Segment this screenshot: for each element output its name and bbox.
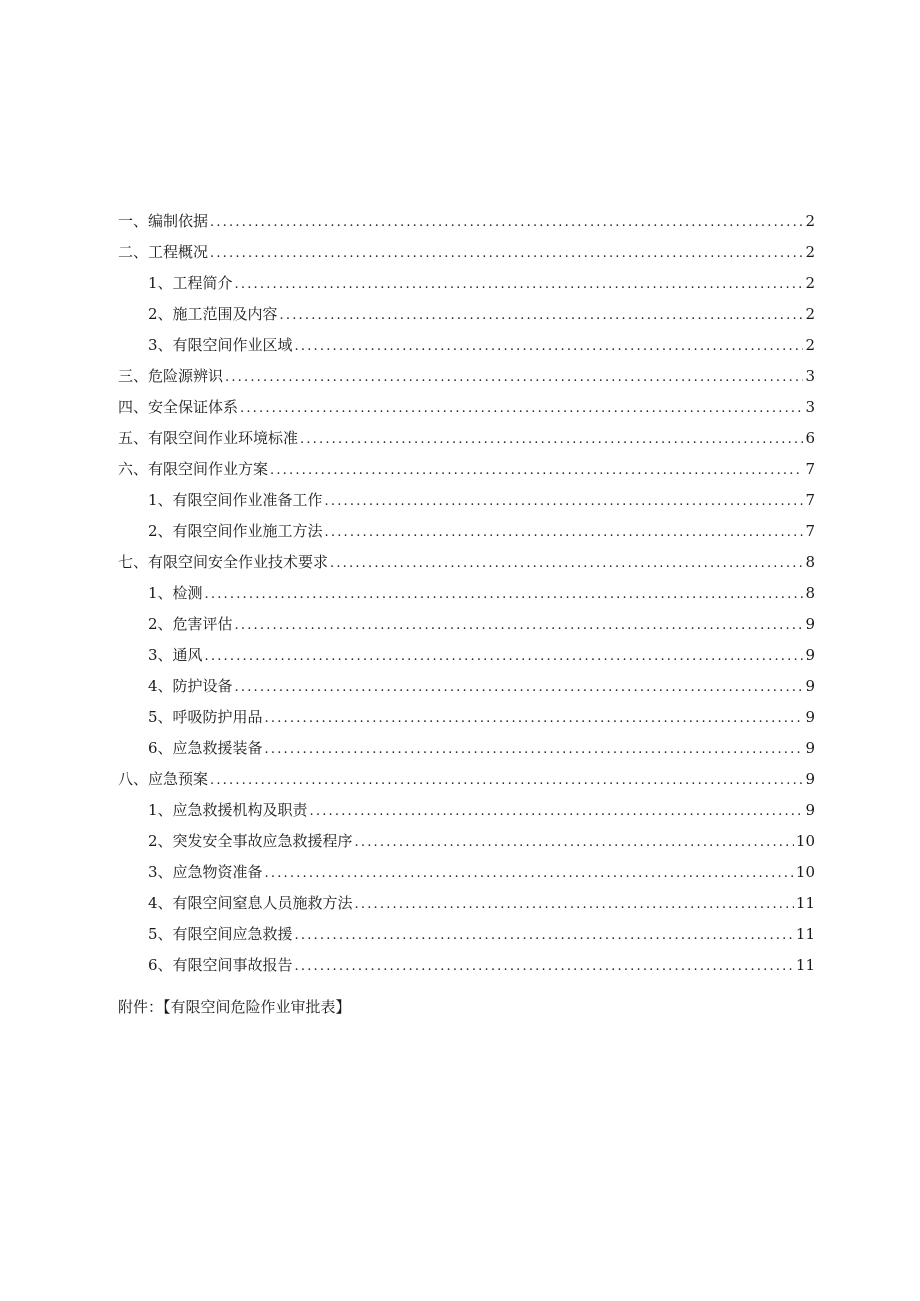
- toc-entry[interactable]: [118, 857, 815, 888]
- toc-entry-title: 3、有限空间作业区域: [148, 336, 293, 354]
- toc-entry-page-number: 9: [805, 646, 815, 664]
- toc-entry-title: 5、呼吸防护用品: [148, 708, 263, 726]
- toc-leader-dots: [280, 300, 803, 331]
- toc-entry-page-number: 2: [805, 243, 815, 261]
- toc-entry-title: 4、防护设备: [148, 677, 233, 695]
- toc-leader-dots: [235, 269, 803, 300]
- appendix-line: 附件：【有限空间危险作业审批表】: [118, 998, 351, 1016]
- toc-leader-dots: [325, 517, 803, 548]
- toc-entry-title: 二、工程概况: [118, 243, 209, 261]
- toc-leader-dots: [225, 362, 803, 393]
- toc-entry-title: 4、有限空间窒息人员施救方法: [148, 894, 353, 912]
- toc-entry[interactable]: [118, 268, 815, 299]
- toc-entry[interactable]: [118, 237, 815, 268]
- toc-entry-page-number: 9: [805, 677, 815, 695]
- toc-entry[interactable]: [118, 485, 815, 516]
- toc-leader-dots: [205, 579, 803, 610]
- toc-entry[interactable]: [118, 423, 815, 454]
- toc-entry[interactable]: [118, 609, 815, 640]
- toc-entry-page-number: 6: [805, 429, 815, 447]
- toc-entry[interactable]: [118, 702, 815, 733]
- toc-entry-page-number: 10: [795, 832, 815, 850]
- toc-leader-dots: [355, 889, 794, 920]
- toc-entry[interactable]: [118, 733, 815, 764]
- toc-leader-dots: [295, 331, 803, 362]
- toc-entry-title: 3、应急物资准备: [148, 863, 263, 881]
- toc-entry-title: 八、应急预案: [118, 770, 209, 788]
- toc-entry-page-number: 2: [805, 274, 815, 292]
- toc-entry[interactable]: [118, 578, 815, 609]
- toc-entry-page-number: 11: [795, 894, 815, 912]
- toc-entry-title: 1、工程简介: [148, 274, 233, 292]
- toc-leader-dots: [240, 393, 803, 424]
- toc-leader-dots: [210, 765, 803, 796]
- toc-entry[interactable]: [118, 919, 815, 950]
- toc-entry-page-number: 11: [795, 956, 815, 974]
- toc-entry[interactable]: [118, 206, 815, 237]
- toc-entry-page-number: 11: [795, 925, 815, 943]
- toc-leader-dots: [300, 424, 803, 455]
- toc-entry-title: 六、有限空间作业方案: [118, 460, 269, 478]
- toc-entry-title: 1、检测: [148, 584, 203, 602]
- toc-entry[interactable]: [118, 671, 815, 702]
- toc-leader-dots: [355, 827, 794, 858]
- toc-leader-dots: [235, 610, 803, 641]
- toc-entry[interactable]: [118, 392, 815, 423]
- toc-entry-title: 2、危害评估: [148, 615, 233, 633]
- toc-entry[interactable]: [118, 888, 815, 919]
- toc-entry-page-number: 7: [805, 491, 815, 509]
- toc-entry-page-number: 8: [805, 553, 815, 571]
- toc-entry[interactable]: [118, 299, 815, 330]
- toc-entry-page-number: 2: [805, 336, 815, 354]
- toc-entry-title: 三、危险源辨识: [118, 367, 224, 385]
- toc-entry[interactable]: [118, 795, 815, 826]
- toc-entry-title: 6、有限空间事故报告: [148, 956, 293, 974]
- toc-entry[interactable]: [118, 950, 815, 981]
- toc-entry-title: 1、应急救援机构及职责: [148, 801, 308, 819]
- toc-entry-page-number: 3: [805, 367, 815, 385]
- toc-entry-page-number: 9: [805, 708, 815, 726]
- toc-leader-dots: [325, 486, 803, 517]
- toc-entry-title: 七、有限空间安全作业技术要求: [118, 553, 329, 571]
- toc-entry-page-number: 7: [805, 460, 815, 478]
- toc-entry-title: 五、有限空间作业环境标准: [118, 429, 299, 447]
- toc-entry-title: 1、有限空间作业准备工作: [148, 491, 323, 509]
- toc-entry-page-number: 9: [805, 615, 815, 633]
- toc-entry-page-number: 9: [805, 739, 815, 757]
- toc-leader-dots: [330, 548, 803, 579]
- toc-entry-title: 2、施工范围及内容: [148, 305, 278, 323]
- toc-entry[interactable]: [118, 361, 815, 392]
- toc-leader-dots: [210, 238, 803, 269]
- toc-entry-title: 3、通风: [148, 646, 203, 664]
- toc-leader-dots: [265, 858, 794, 889]
- toc-entry[interactable]: [118, 516, 815, 547]
- toc-entry-page-number: 8: [805, 584, 815, 602]
- toc-entry-page-number: 2: [805, 305, 815, 323]
- toc-entry[interactable]: [118, 330, 815, 361]
- toc-leader-dots: [295, 951, 794, 982]
- toc-entry-title: 四、安全保证体系: [118, 398, 239, 416]
- toc-entry[interactable]: [118, 547, 815, 578]
- toc-entry[interactable]: [118, 640, 815, 671]
- toc-entry[interactable]: [118, 826, 815, 857]
- toc-entry-title: 2、有限空间作业施工方法: [148, 522, 323, 540]
- toc-entry[interactable]: [118, 454, 815, 485]
- toc-leader-dots: [235, 672, 803, 703]
- toc-entry-page-number: 7: [805, 522, 815, 540]
- toc-entry-page-number: 9: [805, 801, 815, 819]
- toc-leader-dots: [265, 703, 803, 734]
- toc-entry-title: 一、编制依据: [118, 212, 209, 230]
- toc-entry[interactable]: [118, 764, 815, 795]
- table-of-contents: [118, 206, 815, 981]
- toc-entry-title: 2、突发安全事故应急救援程序: [148, 832, 353, 850]
- toc-entry-title: 5、有限空间应急救援: [148, 925, 293, 943]
- toc-leader-dots: [295, 920, 794, 951]
- toc-entry-page-number: 10: [795, 863, 815, 881]
- toc-entry-page-number: 3: [805, 398, 815, 416]
- toc-leader-dots: [265, 734, 803, 765]
- toc-entry-page-number: 9: [805, 770, 815, 788]
- toc-leader-dots: [270, 455, 803, 486]
- toc-leader-dots: [210, 207, 803, 238]
- toc-leader-dots: [310, 796, 803, 827]
- toc-entry-page-number: 2: [805, 212, 815, 230]
- toc-entry-title: 6、应急救援装备: [148, 739, 263, 757]
- toc-leader-dots: [205, 641, 803, 672]
